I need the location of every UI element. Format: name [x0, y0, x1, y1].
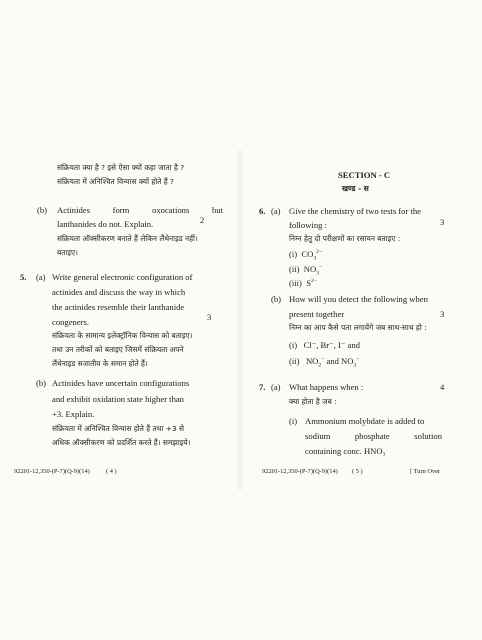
- left-footer-code: 92201-12,350-(P-7)(Q-9)(14): [14, 468, 90, 475]
- section-title-hindi: खण्ड - स: [342, 184, 369, 193]
- q6a-marks: 3: [440, 217, 445, 227]
- q5b-label: (b): [36, 378, 47, 388]
- q7a-item-1-number: (i): [289, 416, 298, 426]
- q5b-hindi-line-1: संक्रियता में अनिश्चित विन्यास होते हैं तथा +3 से: [52, 424, 184, 433]
- q6b-line-1: How will you detect the following when: [289, 294, 428, 304]
- q5a-line-3: the actinides resemble their lanthanide: [52, 302, 185, 312]
- q6b-item-1: (i) Cl⁻, Br⁻, I⁻ and: [289, 340, 360, 350]
- q4b-hindi-line-1: संक्रियता ऑक्सीकरण बनाते हैं लेकिन लैंथेनाइड नहीं।: [57, 234, 198, 243]
- q6a-item-3: (iii) $S^{2-}$: [289, 278, 317, 288]
- q7a-hindi: क्या होता है जब :: [289, 397, 337, 406]
- q6b-marks: 3: [440, 309, 445, 319]
- q5b-hindi-line-2: अधिक ऑक्सीकरण को प्रदर्शित करते हैं। समझाइये।: [52, 438, 191, 447]
- q5a-line-2: actinides and discuss the way in which: [52, 287, 186, 297]
- q7a-marks: 4: [440, 382, 445, 392]
- q7a-item-1-line-1: Ammonium molybdate is added to: [305, 416, 425, 426]
- q5b-line-2: and exhibit oxidation state higher than: [52, 394, 184, 404]
- section-title: SECTION - C: [338, 170, 391, 180]
- q4b-hindi-line-2: बताइए।: [57, 248, 78, 257]
- q7a-label: (a): [271, 382, 281, 392]
- q5a-label: (a): [36, 272, 46, 282]
- q5a-line-4: congeners.: [52, 317, 89, 327]
- page-gutter: [237, 150, 243, 490]
- q6b-line-2: present together: [289, 309, 345, 319]
- right-footer-code: 92201-12,350-(P-7)(Q-9)(14): [262, 468, 338, 475]
- intro-hindi-line-1: संक्रियता क्या है ? इसे ऐसा क्यों कहा जाता है ?: [57, 163, 185, 172]
- q5b-line-3: +3. Explain.: [52, 409, 95, 419]
- q5a-hindi-line-3: लैंथेनाइड सजातीय के समान होते हैं।: [52, 359, 148, 368]
- q7-number: 7.: [259, 382, 266, 392]
- q5a-marks: 3: [207, 312, 212, 322]
- q6b-hindi: निम्न का आप कैसे पता लगायेंगे जब साथ-साथ हो :: [289, 323, 427, 332]
- q5a-line-1: Write general electronic configuration of: [52, 272, 193, 282]
- intro-hindi-line-2: संक्रियता में अनिश्चित विन्यास क्यों होते हैं ?: [57, 177, 174, 186]
- q6a-line-1: Give the chemistry of two tests for the: [289, 206, 421, 216]
- q6b-item-2: (ii) $NO_2^-$ and $NO_3^-$: [289, 356, 360, 369]
- q6a-item-2: (ii) $NO_3^-$: [289, 264, 323, 277]
- q5b-line-1: Actinides have uncertain configurations: [52, 378, 190, 388]
- q5-number: 5.: [20, 272, 27, 282]
- q5a-hindi-line-1: संक्रियता के सामान्य इलेक्ट्रॉनिक विन्यास को बताइए।: [52, 331, 193, 340]
- q6a-label: (a): [271, 206, 281, 216]
- q4b-line-2: lanthanides do not. Explain.: [57, 219, 154, 229]
- right-page-number: ( 5 ): [352, 468, 363, 475]
- q6a-hindi: निम्न हेतु दो परीक्षणों का रसायन बताइए :: [289, 234, 401, 243]
- q6a-line-2: following :: [289, 220, 327, 230]
- q7a-item-1-line-2: sodium phosphate solution: [305, 431, 442, 441]
- q6b-label: (b): [271, 294, 282, 304]
- q4b-line-1: Actinides form oxocations but: [57, 205, 223, 215]
- q4b-label: (b): [37, 205, 48, 215]
- q7a-item-1-line-3: containing conc. HNO₃: [305, 446, 386, 456]
- q7a-line-1: What happens when :: [289, 382, 364, 392]
- q6-number: 6.: [259, 206, 266, 216]
- q6a-item-1: (i) $CO_3^{2-}$: [289, 249, 323, 262]
- q5a-hindi-line-2: तथा उन तरीकों को बताइए जिसमें संक्रियता अपने: [52, 345, 184, 354]
- q4b-marks: 2: [200, 215, 205, 225]
- left-page-number: ( 4 ): [106, 468, 117, 475]
- turn-over-label: [ Turn Over: [410, 468, 441, 475]
